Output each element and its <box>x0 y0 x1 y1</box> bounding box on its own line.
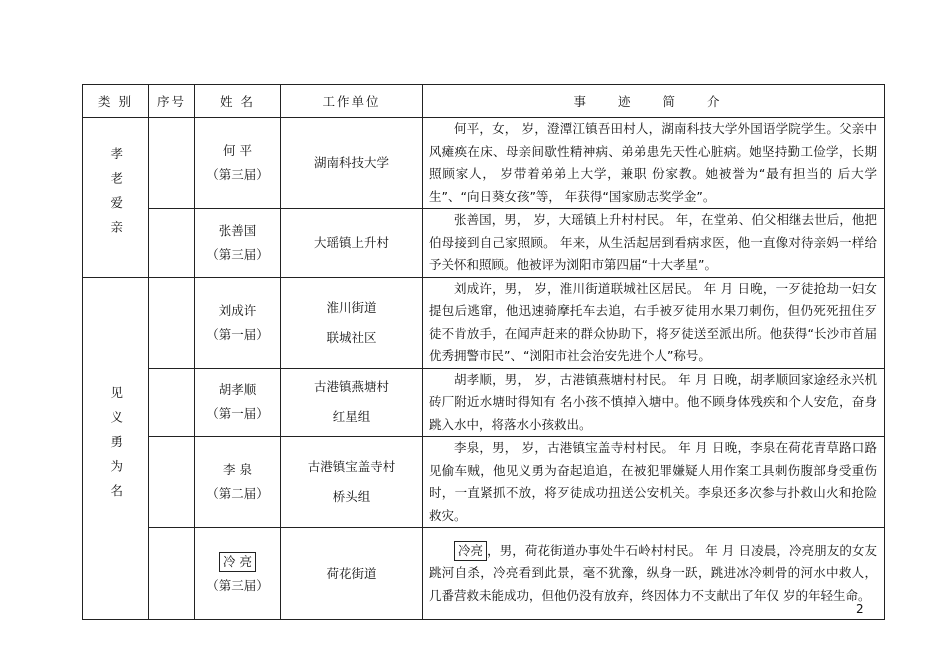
category-brave-cell <box>83 277 149 620</box>
unit-line: 淮川街道 <box>326 299 377 315</box>
unit-cell <box>281 368 423 437</box>
unit-line: 古港镇燕塘村 <box>313 379 389 395</box>
header-index: 序号 <box>149 85 195 118</box>
name-cell <box>195 528 281 620</box>
person-session: （第一届） <box>206 406 269 422</box>
name-cell <box>195 118 281 209</box>
person-name: 李 泉 <box>223 462 252 477</box>
deeds-lead-name: 冷亮 <box>454 541 487 561</box>
unit-cell <box>281 118 423 209</box>
deeds-text: 胡孝顺，男， 岁，古港镇燕塘村村民。 年 月 日晚，胡孝顺回家途经永兴机砖厂附近水塘时得知有 名小孩不慎掉入塘中。他不顾身体残疾和个人安危，奋身跳入水中，将落水小孩救出。 <box>429 371 877 432</box>
deeds-text: 李泉，男， 岁，古港镇宝盖寺村村民。 年 月 日晚，李泉在荷花青草路口路见偷车贼，他见义勇为奋起追追，在被犯罪嫌疑人用作案工具刺伤腹部身受重伤时，一直紧抓不放，将歹徒成功扭送公安机关。李泉还多次参与扑救山火和抢险救灾。 <box>429 440 877 523</box>
header-name: 姓 名 <box>195 85 281 118</box>
name-cell <box>195 437 281 528</box>
index-cell <box>149 368 195 437</box>
unit-line: 湖南科技大学 <box>313 155 389 170</box>
unit-cell <box>281 277 423 368</box>
person-session: （第一届） <box>206 326 269 342</box>
page-number: 2 <box>856 602 864 616</box>
index-cell <box>149 209 195 278</box>
deeds-cell <box>423 277 885 368</box>
index-cell <box>149 528 195 620</box>
table-row <box>83 437 885 528</box>
unit-line: 联城社区 <box>326 329 377 345</box>
person-name: 冷 亮 <box>219 552 256 572</box>
name-cell <box>195 368 281 437</box>
deeds-body: ，男，荷花街道办事处牛石岭村村民。 年 月 日凌晨，冷亮朋友的女友跳河自杀，冷亮看到此景，毫不犹豫，纵身一跃，跳进冰冷刺骨的河水中救人，几番营救未能成功，但他仍没有放弃，终因体力不支献出了年仅 岁的年轻生命。 <box>429 542 877 603</box>
category-filial-cell <box>83 118 149 278</box>
unit-line: 大瑶镇上升村 <box>313 234 389 250</box>
deeds-cell <box>423 209 885 278</box>
table-header-row <box>83 85 885 118</box>
table-row <box>83 528 885 620</box>
unit-cell <box>281 209 423 278</box>
person-name: 张善国 <box>218 222 257 238</box>
header-category: 类 别 <box>83 85 149 118</box>
deeds-cell <box>423 368 885 437</box>
deeds-cell <box>423 528 885 620</box>
table-row <box>83 118 885 209</box>
header-unit: 工作单位 <box>281 85 423 118</box>
unit-line: 桥头组 <box>332 489 371 504</box>
index-cell <box>149 118 195 209</box>
person-session: （第三届） <box>206 577 269 593</box>
deeds-text: 张善国，男， 岁，大瑶镇上升村村民。 年，在堂弟、伯父相继去世后，他把伯母接到自己家照顾。 年来，从生活起居到看病求医，他一直像对待亲妈一样给予关怀和照顾。他被评为浏阳市第四届“十大孝星”。 <box>429 212 877 272</box>
index-cell <box>149 437 195 528</box>
unit-cell <box>281 528 423 620</box>
person-name: 何 平 <box>223 143 252 158</box>
honor-table <box>82 84 885 620</box>
unit-line: 红星组 <box>332 409 371 425</box>
table-row <box>83 277 885 368</box>
unit-cell <box>281 437 423 528</box>
deeds-cell <box>423 437 885 528</box>
deeds-cell <box>423 118 885 209</box>
category-brave: 见义勇为名 <box>108 385 124 508</box>
unit-line: 荷花街道 <box>326 565 377 581</box>
deeds-text: 何平，女， 岁，澄潭江镇吾田村人，湖南科技大学外国语学院学生。父亲中风瘫痪在床、母亲间歇性精神病、弟弟患先天性心脏病。她坚持勤工俭学，长期照顾家人， 岁带着弟弟上大学，兼职 份家教。她被誉为“最有担当的 后大学生”、“向日葵女孩”等， 年获得“国家励志奖学金”。 <box>429 121 877 204</box>
person-session: （第三届） <box>206 167 269 182</box>
index-cell <box>149 277 195 368</box>
person-session: （第二届） <box>206 486 269 501</box>
unit-line: 古港镇宝盖寺村 <box>307 459 396 474</box>
person-name: 胡孝顺 <box>218 382 257 398</box>
person-session: （第三届） <box>206 246 269 262</box>
deeds-text <box>423 540 884 608</box>
person-name: 刘成许 <box>218 302 257 318</box>
name-cell <box>195 277 281 368</box>
name-cell <box>195 209 281 278</box>
deeds-text: 刘成许，男， 岁，淮川街道联城社区居民。 年 月 日晚，一歹徒抢劫一妇女提包后逃窜，他迅速骑摩托车去追，右手被歹徒用水果刀刺伤，但仍死死扭住歹徒不肯放手，在闻声赶来的群众协助下，将歹徒送至派出所。他获得“长沙市首届优秀拥警市民”、“浏阳市社会治安先进个人”称号。 <box>429 280 877 363</box>
table-row <box>83 209 885 278</box>
category-filial: 孝老爱亲 <box>108 146 124 245</box>
header-deeds: 事 迹 简 介 <box>423 85 885 118</box>
table-row <box>83 368 885 437</box>
